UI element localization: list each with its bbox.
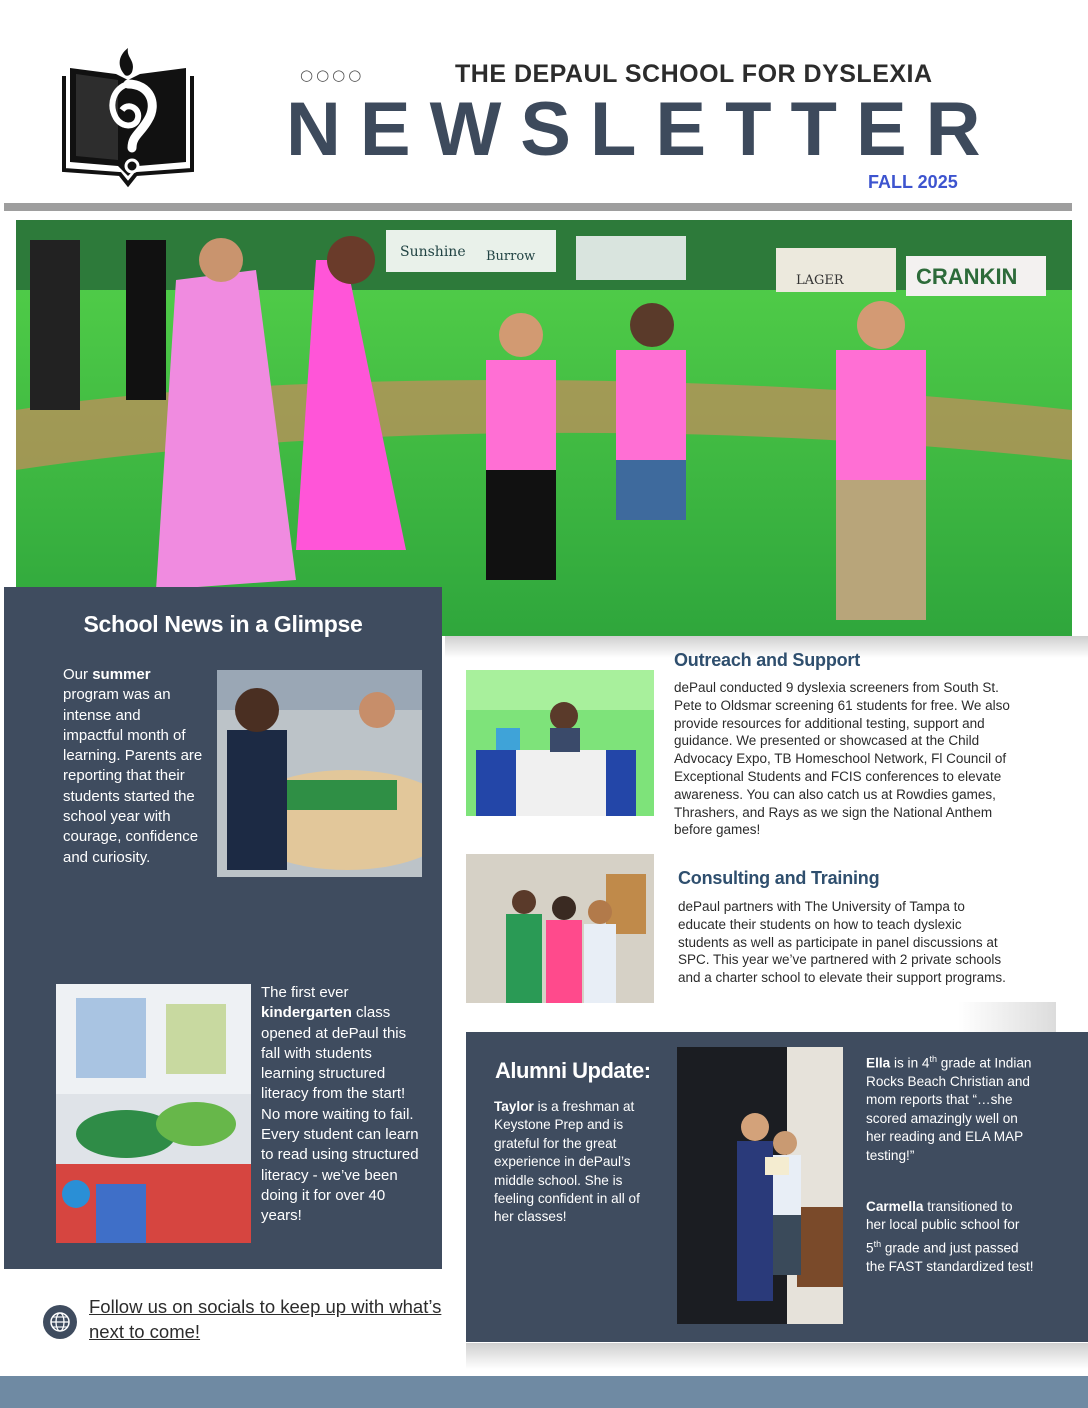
ella-name: Ella	[866, 1055, 891, 1071]
ella-text-post: grade at Indian Rocks Beach Christian and mom reports that “…she scored amazingly well on her reading and ELA MAP testing!”	[866, 1055, 1032, 1163]
consulting-paragraph: dePaul partners with The University of Tampa to educate their students on how to teach dyslexic students as well as participate in panel discussions at SPC. This year we’ve partnered with 2 private schools and a charter school to elevate their support programs.	[678, 899, 1006, 986]
sign-burrow: Burrow	[486, 249, 536, 264]
alumni-photo	[677, 1047, 843, 1324]
outreach-paragraph: dePaul conducted 9 dyslexia screeners from South St. Pete to Oldsmar screening 61 students for free. We also provide resources for additional testing, support and guidance. We presented or showcased at the Child Advocacy Expo, TB Homeschool Network, Fl Council of Exceptional Students and FCIS conferences to elevate awareness. You can also catch us at Rowdies games, Thrashers, and Rays as we sign the National Anthem before games!	[674, 680, 1010, 838]
carmella-paragraph	[866, 1198, 1036, 1276]
carmella-text-pre: transitioned to her local public school for 5	[866, 1199, 1020, 1256]
newsletter-title: NEWSLETTER	[286, 87, 1000, 172]
sign-sunshine: Sunshine	[400, 244, 466, 260]
hero-photo	[16, 220, 1072, 636]
school-logo	[62, 44, 194, 194]
kinder-text-post: class opened at dePaul this fall with students learning structured literacy from the start! No more waiting to fail. Every student can learn to read using structured literacy - we’ve been doing it for over 40 years!	[261, 1004, 419, 1225]
alumni-heading: Alumni Update:	[495, 1058, 651, 1083]
taylor-name: Taylor	[494, 1099, 534, 1114]
taylor-text: is a freshman at Keystone Prep and is grateful for the great experience in dePaul’s middle school. She is feeling confident in all of her classes!	[494, 1099, 640, 1225]
summer-program-photo	[217, 670, 422, 877]
school-news-panel	[4, 587, 442, 1269]
taylor-paragraph	[494, 1098, 659, 1227]
header-divider	[4, 203, 1072, 211]
globe-icon[interactable]	[43, 1305, 77, 1339]
summer-bold: summer	[92, 666, 151, 683]
issue-label: FALL 2025	[868, 172, 958, 192]
sign-crankin: CRANKIN	[916, 264, 1018, 289]
carmella-text-post: grade and just passed the FAST standardized test!	[866, 1240, 1034, 1274]
carmella-name: Carmella	[866, 1199, 924, 1214]
decorative-dots: ○○○○	[300, 66, 365, 84]
ella-text-pre: is in 4	[890, 1055, 930, 1071]
summer-text-post: program was an intense and impactful month of learning. Parents are reporting that their students started the school year with courage, confidence and curiosity.	[63, 686, 203, 866]
outreach-heading: Outreach and Support	[674, 650, 861, 670]
panel-shadow	[466, 1343, 1088, 1369]
kinder-text-pre: The first ever	[261, 984, 349, 1001]
summer-paragraph	[63, 665, 203, 868]
consulting-photo	[466, 854, 654, 1003]
kindergarten-photo	[56, 984, 251, 1243]
carmella-sup: th	[873, 1238, 882, 1249]
school-name: THE DEPAUL SCHOOL FOR DYSLEXIA	[455, 60, 933, 88]
kindergarten-paragraph	[261, 983, 426, 1227]
sign-lager: LAGER	[796, 273, 844, 288]
socials-link[interactable]: Follow us on socials to keep up with what’s next to come!	[89, 1296, 442, 1342]
footer-bar	[0, 1376, 1088, 1408]
kinder-bold: kindergarten	[261, 1004, 352, 1022]
consulting-heading: Consulting and Training	[678, 868, 880, 888]
outreach-booth-photo	[466, 670, 654, 816]
alumni-panel	[466, 1032, 1088, 1342]
ella-sup: th	[929, 1054, 937, 1064]
ella-paragraph	[866, 1050, 1036, 1165]
summer-text-pre: Our	[63, 666, 93, 683]
school-news-title: School News in a Glimpse	[83, 611, 363, 637]
